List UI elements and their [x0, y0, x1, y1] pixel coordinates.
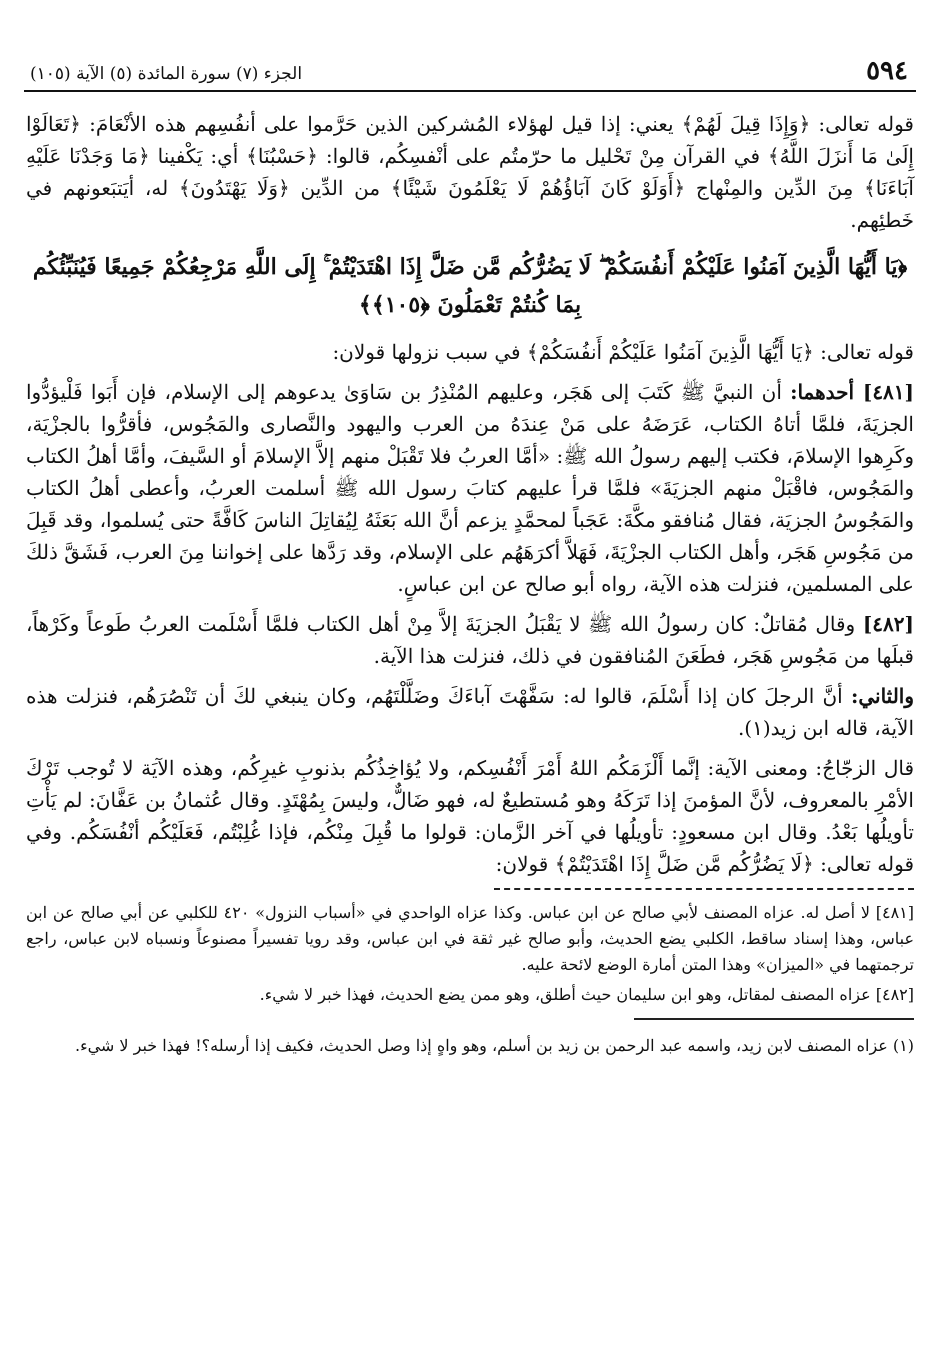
main-text: [26, 108, 914, 1067]
footnotes: [26, 1032, 914, 1059]
hadith-notes: [26, 900, 914, 1008]
footnote-1: (١) عزاه المصنف لابن زيد، واسمه عبد الرحمن بن زيد بن أسلم، وهو واهٍ إذا وصل الحديث، فكيف إذا أرسله؟! فهذا خبر لا شيء.: [74, 1036, 914, 1055]
paragraph-zajjaj: قال الزجّاجُ: ومعنى الآية: إنَّما أَلْزَمَكُم اللهُ أَمْرَ أَنْفُسِكم، ولا يُؤاخِذُكُم بذنوبِ غيرِكُم، وهذه الآيَة لا تُوجب تَرْكَ الأمْرِ بالمعروف، لأنَّ المؤمنَ إذا تَرَكَهُ وهو مُستطيعٌ له، فهو ضَالٌّ، وليسَ بِمُهْتَدٍ. وقال عُثمانُ بن عَفَّانَ: لم يَأْتِ تأويلُها بَعْدُ. وقال ابن مسعودٍ: تأويلُها في آخر الزَّمان: قولوا ما قُبِلَ مِنْكُم، فإذا غُلِبْتُم، فَعَلَيْكُم أنْفُسَكُم. وفي قوله تعالى: ﴿لَا يَضُرُّكُم مَّن ضَلَّ إِذَا اهْتَدَيْتُمْ﴾ قولان:: [26, 756, 914, 876]
text-second: أنَّ الرجلَ كان إذا أَسْلَمَ، قالوا له: سَفَّهْتَ آباءَكَ وضَلَّلْتَهُم، وكان ينبغي لكَ أن تَنْصُرَهُم، فنزلت هذه الآية، قاله ابن زيد(١).: [26, 684, 914, 740]
quran-verse: ﴿يَا أَيُّهَا الَّذِينَ آمَنُوا عَلَيْكُمْ أَنفُسَكُمْ ۖ لَا يَضُرُّكُم مَّن ضَلَّ إِذَا اهْتَدَيْتُمْ ۚ إِلَى اللَّهِ مَرْجِعُكُمْ جَمِيعًا فَيُنَبِّئُكُم بِمَا كُنتُمْ تَعْمَلُونَ ﴿١٠٥﴾﴾: [32, 254, 908, 318]
text-481: أن النبيَّ ﷺ كَتَبَ إلى هَجَر، وعليهم المُنْذِرُ بن سَاوَىٰ يدعوهم إلى الإسلام، فإن أَبَوا فَلْيؤدُّوا الجزيَةَ، فلمَّا أتاهُ الكتاب، عَرَضَهُ على مَنْ عِندَهُ من العرب واليهود والنَّصارى والمَجُوس، فأقرُّوا بالجزْيَة، وكَرِهوا الإسلامَ، فكتب إليهم رسولُ الله ﷺ: «أمَّا العربُ فلا تَقْبَلْ منهم إلاَّ الإسلامَ أو السَّيفَ، وأمَّا أهلُ الكتاب والمَجُوس، فاقْبَلْ منهم الجزيَةَ» فلمَّا قرأ عليهم كتابَ رسول الله ﷺ أسلمت العربُ، وأعطى أهلُ الكتاب والمَجُوسُ الجزيَة، فقال مُنافقو مكَّةَ: عَجَباً لمحمَّدٍ يزعم أنَّ الله بَعَثَهُ لِيُقاتِلَ الناسَ كَافَّةً حتى يُسلموا، وقد قَبِلَ من مَجُوسِ هَجَر، وأهل الكتاب الجزْيَةَ، فَهَلاَّ أكرَهَهُم على الإسلام، وقد رَدَّها على إخواننا مِنَ العرب، فَشَقَّ ذلكَ على المسلمين، فنزلت هذه الآية، رواه أبو صالح عن ابن عباسٍ.: [26, 380, 914, 596]
label-second: والثاني:: [850, 684, 915, 708]
paragraph-481: [26, 376, 914, 600]
running-title: الجزء (٧) سورة المائدة (٥) الآية (١٠٥): [30, 64, 303, 84]
paragraph-second: [26, 680, 914, 744]
notes-separator: [494, 888, 914, 890]
label-481: [٤٨١] أحدهما:: [790, 380, 915, 404]
footnote-separator: [634, 1018, 914, 1020]
note-482: [٤٨٢] عزاه المصنف لمقاتل، وهو ابن سليمان حيث أطلق، وهو ممن يضع الحديث، فهذا خبر لا شيء.: [259, 985, 914, 1004]
paragraph-482: [26, 608, 914, 672]
page-number: ٥٩٤: [866, 56, 908, 86]
label-482: [٤٨٢]: [862, 612, 914, 636]
text-482: وقال مُقاتلٌ: كان رسولُ الله ﷺ لا يَقْبَلُ الجزيَةَ إلاَّ مِنْ أهل الكتاب فلمَّا أَسْلَمت العربُ طَوعاً وكَرْهاً، قبلَها من مَجُوسِ هَجَر، فطَعَنَ المُنافقون في ذلك، فنزلت هذا الآية.: [26, 612, 914, 668]
page-header: [24, 56, 916, 92]
paragraph-intro: قوله تعالى: ﴿وَإِذَا قِيلَ لَهُمْ﴾ يعني: إذا قيل لهؤلاء المُشركين الذين حَرَّموا على أنفُسِهم هذه الأنْعَامَ: ﴿تَعَالَوْا إِلَىٰ مَا أَنزَلَ اللَّهُ﴾ في القرآن مِنْ تَحْليل ما حرّمتُم على أنْفسِكُم، قالوا: ﴿حَسْبُنَا﴾ أي: يَكْفينا ﴿مَا وَجَدْنَا عَلَيْهِ آبَاءَنَا﴾ مِنَ الدِّين والمِنْهاج ﴿أَوَلَوْ كَانَ آبَاؤُهُمْ لَا يَعْلَمُونَ شَيْئًا﴾ من الدِّين ﴿وَلَا يَهْتَدُونَ﴾ له، أيَتبَعونهم في خَطئِهم.: [26, 112, 914, 232]
note-481: [٤٨١] لا أصل له. عزاه المصنف لأبي صالح عن ابن عباس. وكذا عزاه الواحدي في «أسباب النزول» ٤٢٠ للكلبي عن أبي صالح عن ابن عباس، وهذا إسناد ساقط، الكلبي يضع الحديث، وأبو صالح غير ثقة في ابن عباس، وقد رويا تفسيراً مصنوعاً ونسباه لابن عباس، راجع ترجمتهما في «الميزان» وهذا المتن أمارة الوضع لائحة عليه.: [26, 903, 915, 974]
paragraph-revelation: قوله تعالى: ﴿يَا أَيُّهَا الَّذِينَ آمَنُوا عَلَيْكُمْ أَنفُسَكُمْ﴾ في سبب نزولها قولان:: [332, 340, 914, 364]
